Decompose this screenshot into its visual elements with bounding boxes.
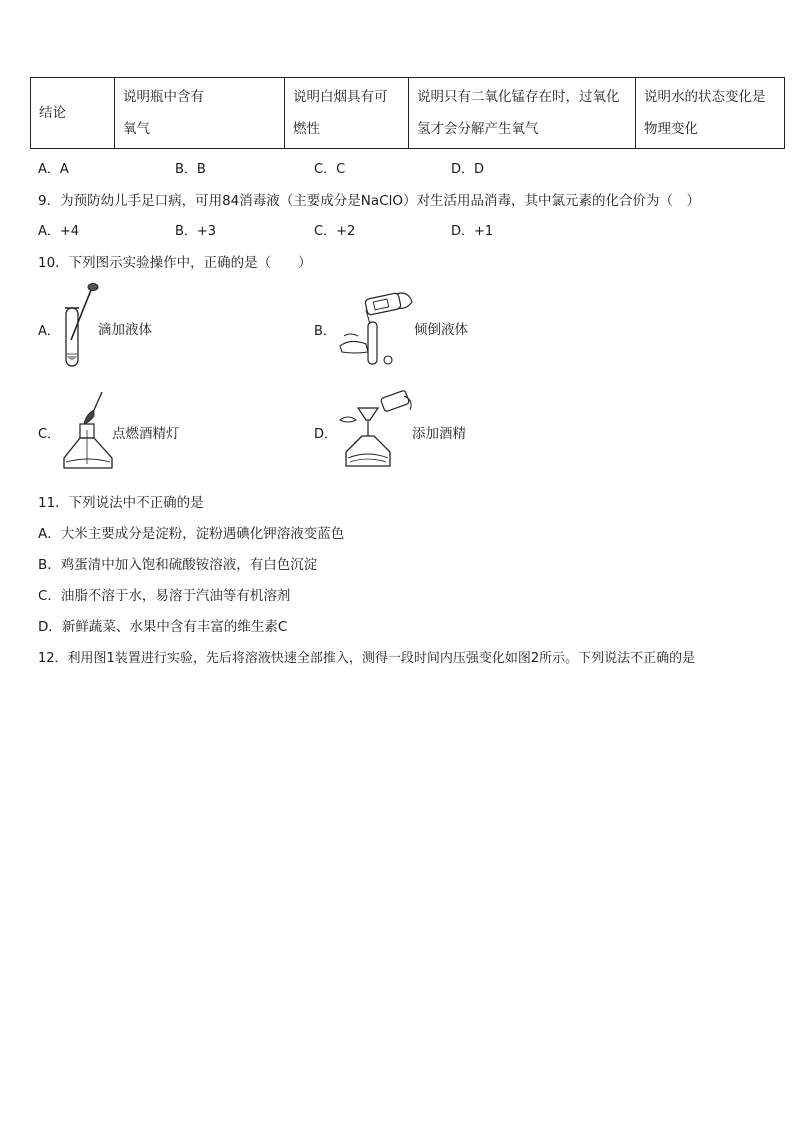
conclusion-table [30,77,785,149]
option-b[interactable]: B．+3 [175,224,217,239]
q10-option-b-letter[interactable]: B． [314,324,336,339]
q10-option-d-letter[interactable]: D． [314,427,338,442]
row-label-cell: 结论 [31,78,115,149]
option-d[interactable]: D．新鲜蔬菜、水果中含有丰富的维生素C [38,619,288,635]
option-b[interactable]: B．鸡蛋清中加入饱和硫酸铵溶液，有白色沉淀 [38,557,318,573]
q10-option-c-label: 点燃酒精灯 [112,426,180,442]
q10-option-b-label: 倾倒液体 [414,322,468,338]
adding-alcohol-funnel-icon [336,390,416,474]
option-a[interactable]: A．A [38,162,69,177]
pouring-liquid-icon [336,288,416,370]
option-d[interactable]: D．D [451,162,485,177]
option-d[interactable]: D．+1 [451,224,494,239]
option-a[interactable]: A．大米主要成分是淀粉，淀粉遇碘化钾溶液变蓝色 [38,526,345,542]
q10-option-a-label: 滴加液体 [98,322,152,338]
table-cell: 说明白烟具有可 燃性 [285,78,409,149]
table-cell: 说明瓶中含有 氧气 [115,78,285,149]
option-c[interactable]: C．油脂不溶于水，易溶于汽油等有机溶剂 [38,588,291,604]
table-cell: 说明水的状态变化是 物理变化 [636,78,785,149]
dropper-test-tube-icon [58,280,102,370]
option-c[interactable]: C．C [314,162,346,177]
lighting-alcohol-lamp-icon [58,388,118,472]
option-a[interactable]: A．+4 [38,224,80,239]
q12-stem: 12．利用图1装置进行实验，先后将溶液快速全部推入，测得一段时间内压强变化如图2所示。下列说法不正确的是 [38,651,696,666]
q10-option-d-label: 添加酒精 [412,426,466,442]
option-c[interactable]: C．+2 [314,224,356,239]
q10-stem: 10．下列图示实验操作中，正确的是（ ） [38,255,312,271]
q11-stem: 11．下列说法中不正确的是 [38,495,204,511]
q10-option-c-letter[interactable]: C． [38,427,61,442]
table-cell: 说明只有二氧化锰存在时，过氧化 氢才会分解产生氧气 [409,78,636,149]
q10-option-a-letter[interactable]: A． [38,324,60,339]
option-b[interactable]: B．B [175,162,206,177]
q9-stem: 9．为预防幼儿手足口病，可用84消毒液（主要成分是NaClO）对生活用品消毒，其中氯元素的化合价为（ ） [38,193,700,209]
table-row [31,78,785,149]
